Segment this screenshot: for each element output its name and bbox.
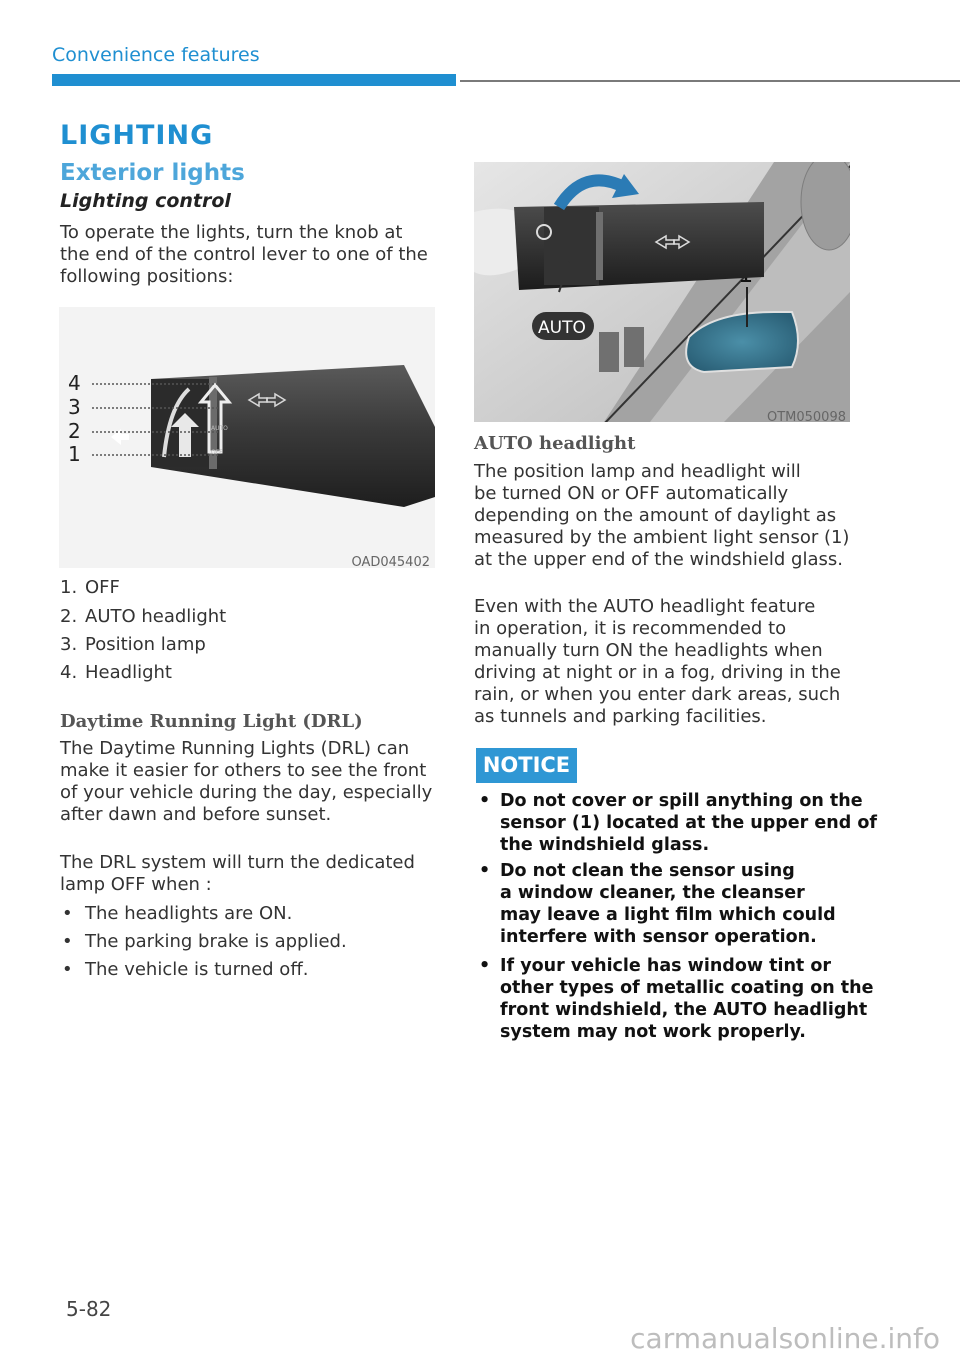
list-item: 2. AUTO headlight bbox=[60, 606, 227, 627]
lever-label-4: 4 bbox=[68, 371, 81, 395]
list-item: • The vehicle is turned off. bbox=[62, 959, 309, 980]
auto-heading: AUTO headlight bbox=[474, 433, 636, 454]
list-item: • The parking brake is applied. bbox=[62, 931, 347, 952]
lever-figure bbox=[59, 307, 435, 568]
figure-code-1: OAD045402 bbox=[351, 555, 430, 570]
page-title: LIGHTING bbox=[60, 120, 214, 151]
intro-paragraph: To operate the lights, turn the knob at the end of the control lever to one of the following positions: bbox=[60, 222, 428, 287]
drl-paragraph: The Daytime Running Lights (DRL) can make it easier for others to see the front of your vehicle during the day, especially after dawn and before sunset. bbox=[60, 738, 433, 825]
watermark: carmanualsonline.info bbox=[630, 1322, 940, 1355]
notice-item: • Do not cover or spill anything on the sensor (1) located at the upper end of the windshield glass. bbox=[479, 791, 877, 855]
section-header: Convenience features bbox=[52, 44, 260, 66]
lever-mark-off: OFF bbox=[211, 449, 223, 456]
header-accent-bar bbox=[52, 74, 456, 86]
positions-list bbox=[60, 577, 430, 697]
lever-label-3: 3 bbox=[68, 395, 81, 419]
notice-badge: NOTICE bbox=[476, 748, 577, 783]
drl-heading: Daytime Running Light (DRL) bbox=[60, 711, 363, 732]
figure-code-2: OTM050098 bbox=[766, 410, 846, 425]
list-item: 1. OFF bbox=[60, 577, 120, 598]
header-rule bbox=[460, 80, 960, 82]
notice-item: • If your vehicle has window tint or other types of metallic coating on the front windshield, the AUTO headlight system may not work properly. bbox=[479, 956, 874, 1042]
drl-off-paragraph: The DRL system will turn the dedicated lamp OFF when : bbox=[60, 852, 415, 895]
lever-mark-auto: AUTO bbox=[211, 425, 228, 432]
page-number: 5-82 bbox=[66, 1297, 112, 1321]
lever-label-2: 2 bbox=[68, 419, 81, 443]
lever-illustration bbox=[59, 307, 435, 568]
auto-figure bbox=[474, 162, 850, 422]
notice-item: • Do not clean the sensor using a window cleaner, the cleanser may leave a light film which could interfere with sensor operation. bbox=[479, 861, 836, 947]
lever-label-1: 1 bbox=[68, 442, 81, 466]
list-item: • The headlights are ON. bbox=[62, 903, 293, 924]
list-item: 3. Position lamp bbox=[60, 634, 206, 655]
auto-recommendation: Even with the AUTO headlight feature in operation, it is recommended to manually turn ON the headlights when driving at night or in a fog, driving in the rain, or when you enter dark areas, such as tunnels and parking facilities. bbox=[474, 596, 841, 727]
list-item: 4. Headlight bbox=[60, 662, 172, 683]
auto-badge: AUTO bbox=[538, 318, 586, 338]
auto-illustration bbox=[474, 162, 850, 422]
subsection-title: Lighting control bbox=[60, 190, 231, 212]
auto-paragraph: The position lamp and headlight will be turned ON or OFF automatically depending on the amount of daylight as measured by the ambient light sensor (1) at the upper end of the windshield glass. bbox=[474, 461, 850, 570]
section-title: Exterior lights bbox=[60, 160, 245, 186]
